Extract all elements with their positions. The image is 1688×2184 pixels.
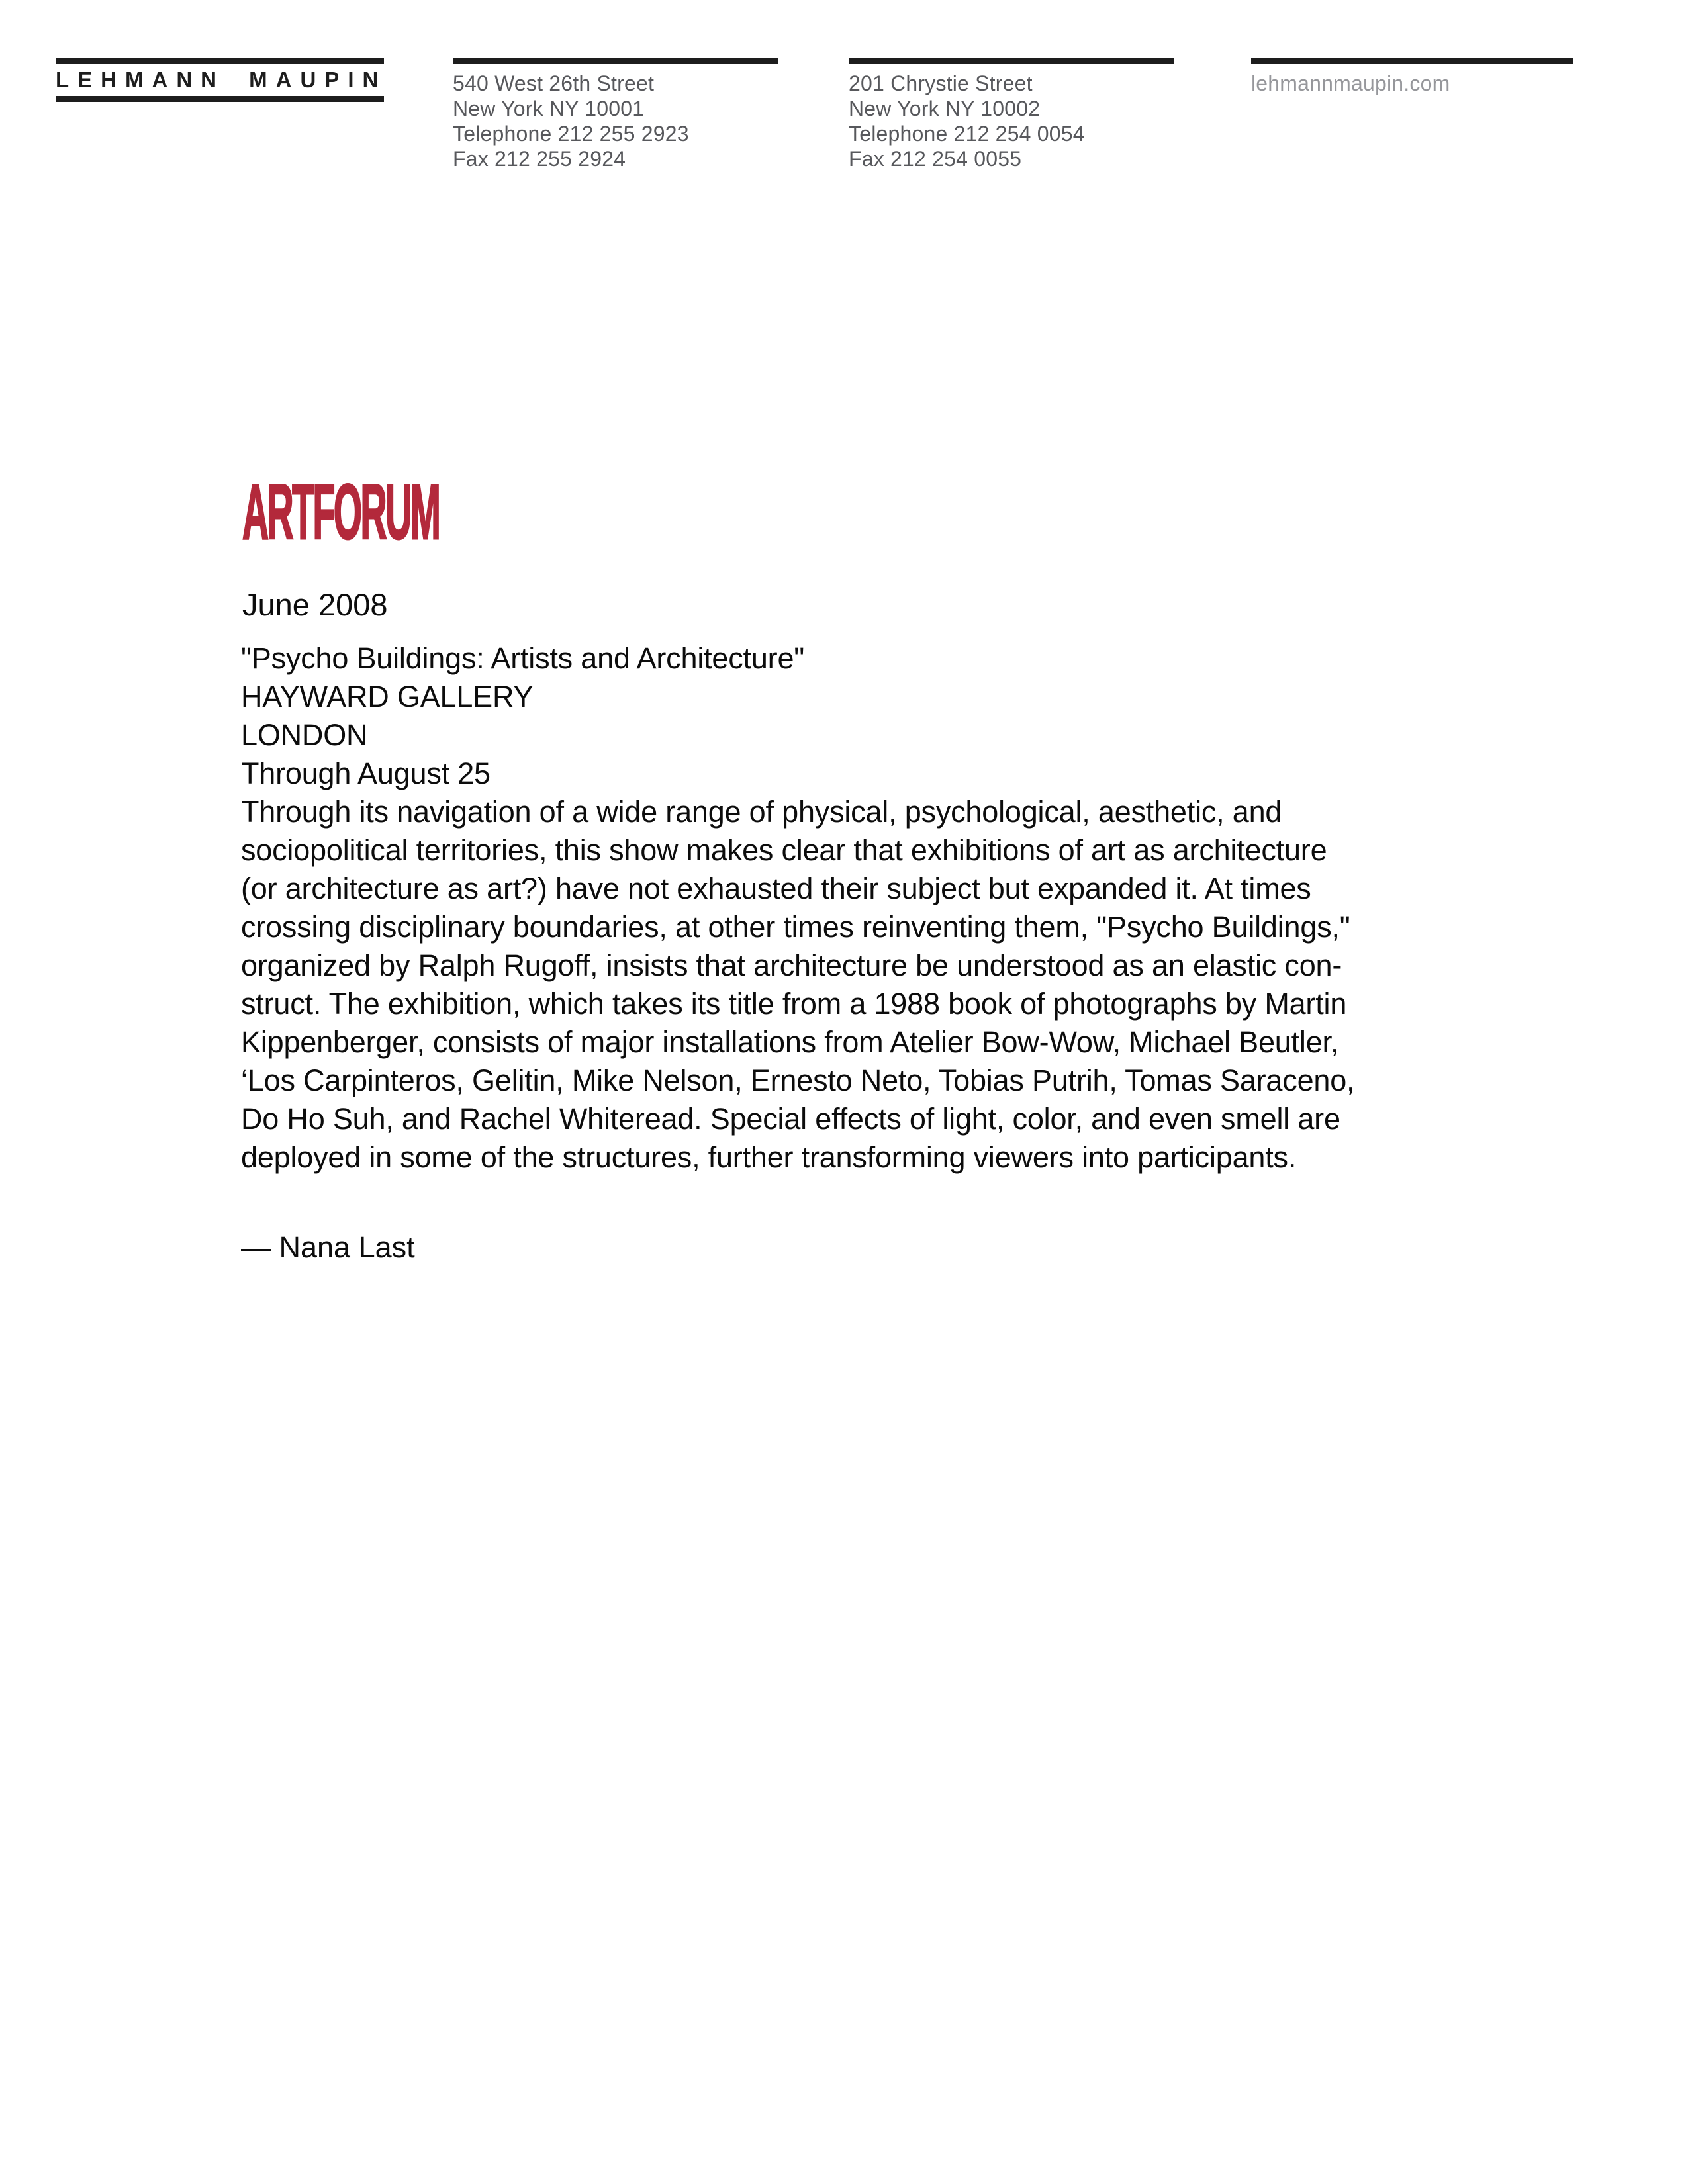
review-line: sociopolitical territories, this show makes clear that exhibitions of art as architecture xyxy=(241,833,1327,867)
website-url: lehmannmaupin.com xyxy=(1251,71,1450,95)
address-line: Telephone 212 254 0054 xyxy=(849,122,1085,146)
artforum-logo: ARTFORUM xyxy=(242,469,440,556)
review-dates-line: Through August 25 xyxy=(241,756,491,790)
lehmann-maupin-logo-text: LEHMANN MAUPIN xyxy=(56,68,387,92)
review-venue-line: HAYWARD GALLERY xyxy=(241,680,534,713)
address-line: Fax 212 254 0055 xyxy=(849,147,1022,171)
address-line: 540 West 26th Street xyxy=(453,71,655,95)
address-chrystie xyxy=(849,58,1174,171)
issue-date: June 2008 xyxy=(242,587,388,622)
review-line: struct. The exhibition, which takes its title from a 1988 book of photographs by Martin xyxy=(241,987,1347,1021)
review-line: Kippenberger, consists of major installations from Atelier Bow-Wow, Michael Beutler, xyxy=(241,1025,1339,1059)
address-line: Telephone 212 255 2923 xyxy=(453,122,689,146)
review-city-line: LONDON xyxy=(241,718,368,752)
address-west-26th xyxy=(453,58,778,171)
address-line: 201 Chrystie Street xyxy=(849,71,1033,95)
address-line: New York NY 10001 xyxy=(453,97,645,120)
address-line: New York NY 10002 xyxy=(849,97,1041,120)
lehmann-maupin-logo xyxy=(56,58,387,102)
review-line: (or architecture as art?) have not exhausted their subject but expanded it. At times xyxy=(241,872,1311,905)
address-line: Fax 212 255 2924 xyxy=(453,147,626,171)
review-line: crossing disciplinary boundaries, at other times reinventing them, "Psycho Buildings," xyxy=(241,910,1350,944)
review-line: Through its navigation of a wide range of physical, psychological, aesthetic, and xyxy=(241,795,1282,829)
website-column xyxy=(1251,58,1573,96)
review-line: organized by Ralph Rugoff, insists that architecture be understood as an elastic con- xyxy=(241,948,1342,982)
byline: — Nana Last xyxy=(241,1230,415,1264)
review-line: Do Ho Suh, and Rachel Whiteread. Special effects of light, color, and even smell are xyxy=(241,1102,1340,1136)
review-text xyxy=(241,639,1406,1177)
review-line: deployed in some of the structures, further transforming viewers into participants. xyxy=(241,1140,1297,1174)
review-line: ‘Los Carpinteros, Gelitin, Mike Nelson, Ernesto Neto, Tobias Putrih, Tomas Saraceno, xyxy=(241,1064,1355,1097)
review-title-line: "Psycho Buildings: Artists and Architecture" xyxy=(241,641,805,675)
